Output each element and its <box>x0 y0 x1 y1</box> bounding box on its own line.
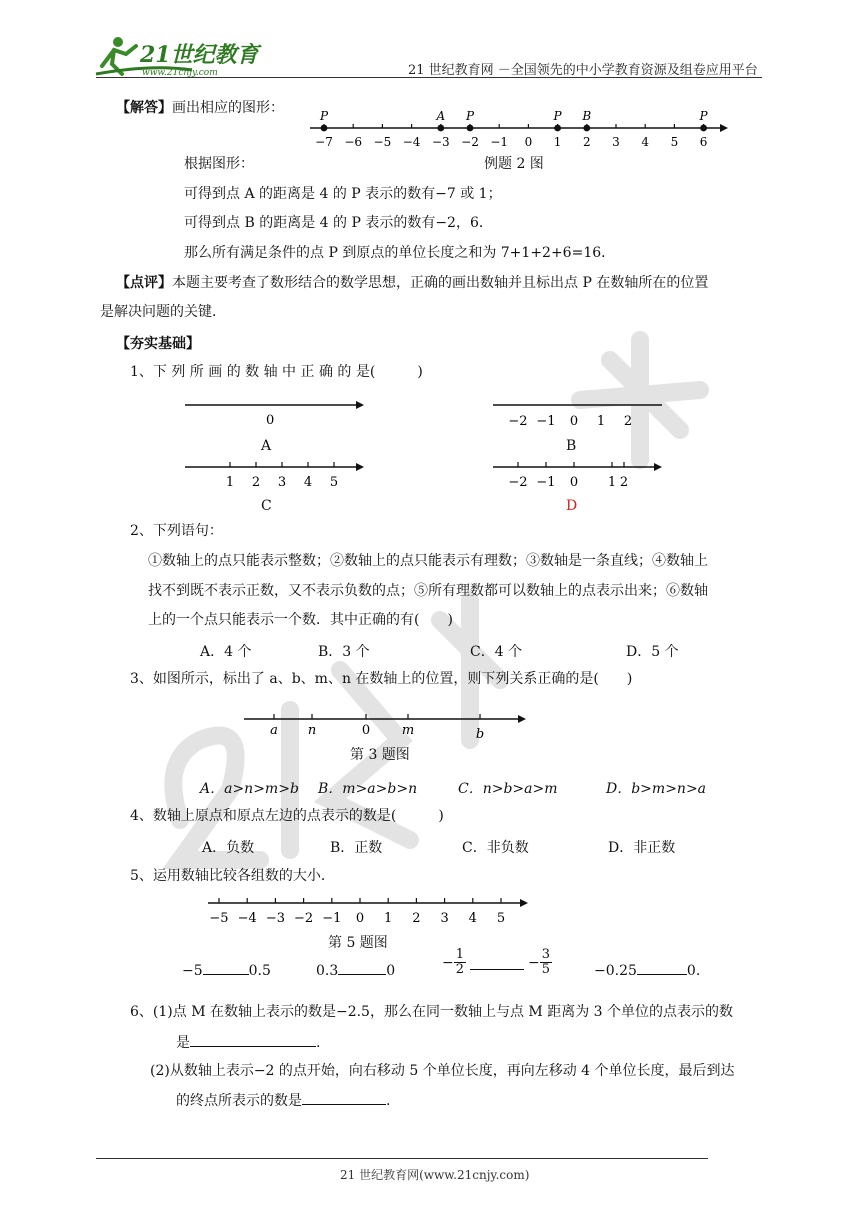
q6-blank-2[interactable] <box>302 1090 386 1105</box>
q3-stem: 3、如图所示，标出了 a、b、m、n 在数轴上的位置，则下列关系正确的是( ) <box>130 671 633 687</box>
q4-option-c: C．非负数 <box>462 840 529 856</box>
q3-tick-label: b <box>475 727 485 742</box>
q1-a-tick: 0 <box>266 413 275 428</box>
example-point <box>437 125 444 132</box>
q4-option-d: D．非正数 <box>608 840 676 856</box>
q5-tick-label: −4 <box>237 911 257 926</box>
q3-caption: 第 3 题图 <box>350 747 410 763</box>
q5-tick-label: 5 <box>496 911 506 926</box>
q5-caption: 第 5 题图 <box>328 935 388 951</box>
q3-option-a: A．a>n>m>b <box>200 781 299 797</box>
header-divider <box>96 77 762 78</box>
q6-line2-end: . <box>316 1035 321 1051</box>
example-tick-label: 4 <box>641 135 650 149</box>
q2-line1: ①数轴上的点只能表示整数；②数轴上的点只能表示有理数；③数轴是一条直线；④数轴上 <box>148 553 708 569</box>
q1-d-tick-label: 1 <box>607 475 617 490</box>
solution-line4: 可得到点 B 的距离是 4 的 P 表示的数有−2，6． <box>184 215 493 231</box>
q5-c1-left: −5 <box>182 963 203 979</box>
q6-line2: 是 <box>176 1035 190 1051</box>
q1-a-label: A <box>261 438 272 454</box>
q5-c3-sign: − <box>442 954 454 971</box>
q5-tick-label: −1 <box>322 911 342 926</box>
example-point-label: P <box>319 109 329 123</box>
example-point <box>467 125 474 132</box>
solution-line1: 画出相应的图形： <box>172 100 284 116</box>
footer-text: 21 世纪教育网(www.21cnjy.com) <box>340 1168 530 1182</box>
q3-option-b: B．m>a>b>n <box>318 781 418 797</box>
q5-c4-left: −0.25 <box>594 963 637 979</box>
q5-blank-3[interactable] <box>470 955 524 970</box>
q6-blank-1[interactable] <box>190 1032 316 1047</box>
q5-c4-right: 0. <box>686 963 701 979</box>
example-tick-label: 2 <box>582 135 591 149</box>
q5-stem: 5、运用数轴比较各组数的大小． <box>130 868 335 884</box>
q3-tick-label: m <box>401 723 415 738</box>
example-point <box>554 125 561 132</box>
q1-axis-c <box>180 458 370 492</box>
solution-label: 【解答】 <box>116 100 172 116</box>
q5-blank-2[interactable] <box>338 960 386 975</box>
solution-line5: 那么所有满足条件的点 P 到原点的单位长度之和为 7+1+2+6=16． <box>184 245 616 261</box>
q3-tick-label: a <box>270 723 278 738</box>
q5-blank-1[interactable] <box>203 960 249 975</box>
q2-stem: 2、下列语句： <box>130 523 223 539</box>
q1-d-tick-label: −1 <box>536 475 556 490</box>
q3-option-d: D．b>m>n>a <box>606 781 707 797</box>
q5-tick-label: 4 <box>468 911 477 926</box>
q1-axis-d <box>488 458 668 492</box>
q4-stem: 4、数轴上原点和原点左边的点表示的数是( ) <box>130 808 444 824</box>
q1-b-label: B <box>566 438 577 454</box>
q1-d-tick-label: −2 <box>508 475 528 490</box>
logo-url: www.21cnjy.com <box>142 68 218 78</box>
q5-c2-right: 0 <box>386 963 396 979</box>
comment-label: 【点评】 <box>116 275 172 291</box>
example-tick-label: 6 <box>699 135 708 149</box>
q1-c-tick-label: 1 <box>225 475 235 490</box>
example-point-label: B <box>582 109 592 123</box>
example-caption: 例题 2 图 <box>484 156 544 172</box>
q6-line4-end: . <box>386 1093 391 1109</box>
q3-tick-label: n <box>307 723 317 738</box>
q3-tick-label: 0 <box>361 723 371 738</box>
q1-c-tick-label: 2 <box>251 475 261 490</box>
example-tick-label: −5 <box>373 135 392 149</box>
q2-option-c: C．4 个 <box>470 644 523 660</box>
q6-line1: 6、(1)点 M 在数轴上表示的数是−2.5，那么在同一数轴上与点 M 距离为 3 个单位的点表示的数 <box>130 1004 734 1020</box>
q4-option-b: B．正数 <box>330 840 383 856</box>
example-point-label: P <box>465 109 475 123</box>
q1-b-tick-label: 2 <box>623 414 633 429</box>
q2-line2: 找不到既不表示正数，又不表示负数的点；⑤所有理数都可以数轴上的点表示出来；⑥数轴 <box>148 583 708 599</box>
footer-divider <box>96 1158 708 1159</box>
q1-c-label: C <box>261 498 272 514</box>
q5-tick-label: −3 <box>265 911 285 926</box>
example-point-label: P <box>699 109 708 123</box>
q1-d-tick-label: 2 <box>619 475 629 490</box>
example-point <box>321 125 328 132</box>
q1-b-tick-label: 1 <box>596 414 606 429</box>
q2-line3: 上的一个点只能表示一个数．其中正确的有( ) <box>148 612 453 628</box>
q5-tick-label: 0 <box>355 911 365 926</box>
q1-c-tick-label: 4 <box>303 475 313 490</box>
site-logo <box>92 34 262 78</box>
comment-line1: 本题主要考查了数形结合的数学思想，正确的画出数轴并且标出点 P 在数轴所在的位置 <box>172 275 709 291</box>
q3-number-line <box>240 708 530 742</box>
solution-line2: 根据图形： <box>184 156 254 172</box>
q2-option-a: A．4 个 <box>200 644 252 660</box>
example-tick-label: −6 <box>344 135 363 149</box>
q4-option-a: A．负数 <box>202 840 255 856</box>
example-tick-label: 5 <box>670 135 679 149</box>
q1-b-tick-label: −1 <box>536 414 556 429</box>
q5-tick-label: −5 <box>209 911 229 926</box>
example-tick-label: −7 <box>315 135 333 149</box>
example-tick-label: 0 <box>524 135 533 149</box>
q3-option-c: C．n>b>a>m <box>458 781 558 797</box>
example-tick-label: −3 <box>431 135 450 149</box>
example-tick-label: −2 <box>461 135 479 149</box>
example-point-label: A <box>436 109 446 123</box>
q1-axis-b <box>488 396 668 430</box>
q5-tick-label: 1 <box>384 911 393 926</box>
q5-blank-4[interactable] <box>637 960 687 975</box>
q5-fraction-2: $\frac{3}{5}$ <box>541 947 551 977</box>
logo-text: 21世纪教育 <box>140 42 259 68</box>
q5-tick-label: 3 <box>440 911 449 926</box>
example-tick-label: −4 <box>402 135 421 149</box>
q1-b-tick-label: 0 <box>569 414 579 429</box>
q5-number-line <box>204 894 534 928</box>
example-tick-label: 3 <box>612 135 620 149</box>
header-site-text: 21 世纪教育网 －全国领先的中小学教育资源及组卷应用平台 <box>408 63 758 78</box>
q1-b-tick-label: −2 <box>508 414 528 429</box>
solution-line3: 可得到点 A 的距离是 4 的 P 表示的数有−7 或 1； <box>184 186 502 202</box>
q6-line4: 的终点所表示的数是 <box>176 1093 302 1109</box>
q2-option-b: B．3 个 <box>318 644 370 660</box>
q1-d-label: D <box>566 498 578 514</box>
comment-line2: 是解决问题的关键． <box>100 304 226 320</box>
q5-fraction-1: $\frac{1}{2}$ <box>455 947 465 977</box>
q1-stem: 1、下 列 所 画 的 数 轴 中 正 确 的 是( ) <box>130 364 423 380</box>
q2-option-d: D．5 个 <box>626 644 679 660</box>
example-point <box>583 125 590 132</box>
q5-tick-label: −2 <box>294 911 314 926</box>
q5-c3-sign2: − <box>528 954 540 971</box>
q5-c2-left: 0.3 <box>316 963 339 979</box>
q5-c1-right: 0.5 <box>248 963 271 979</box>
section-title: 【夯实基础】 <box>116 336 200 352</box>
q5-tick-label: 2 <box>412 911 421 926</box>
example-tick-label: 1 <box>553 135 562 149</box>
q1-c-tick-label: 3 <box>277 475 287 490</box>
example-point-label: P <box>553 109 562 123</box>
example-tick-label: −1 <box>490 135 509 149</box>
q1-c-tick-label: 5 <box>329 475 339 490</box>
q1-axis-a <box>180 396 370 430</box>
q6-line3: (2)从数轴上表示−2 的点开始，向右移动 5 个单位长度，再向左移动 4 个单位长度，最后到达 <box>150 1063 735 1079</box>
example-number-line <box>300 106 730 154</box>
example-point <box>700 125 707 132</box>
q1-d-tick-label: 0 <box>569 475 579 490</box>
